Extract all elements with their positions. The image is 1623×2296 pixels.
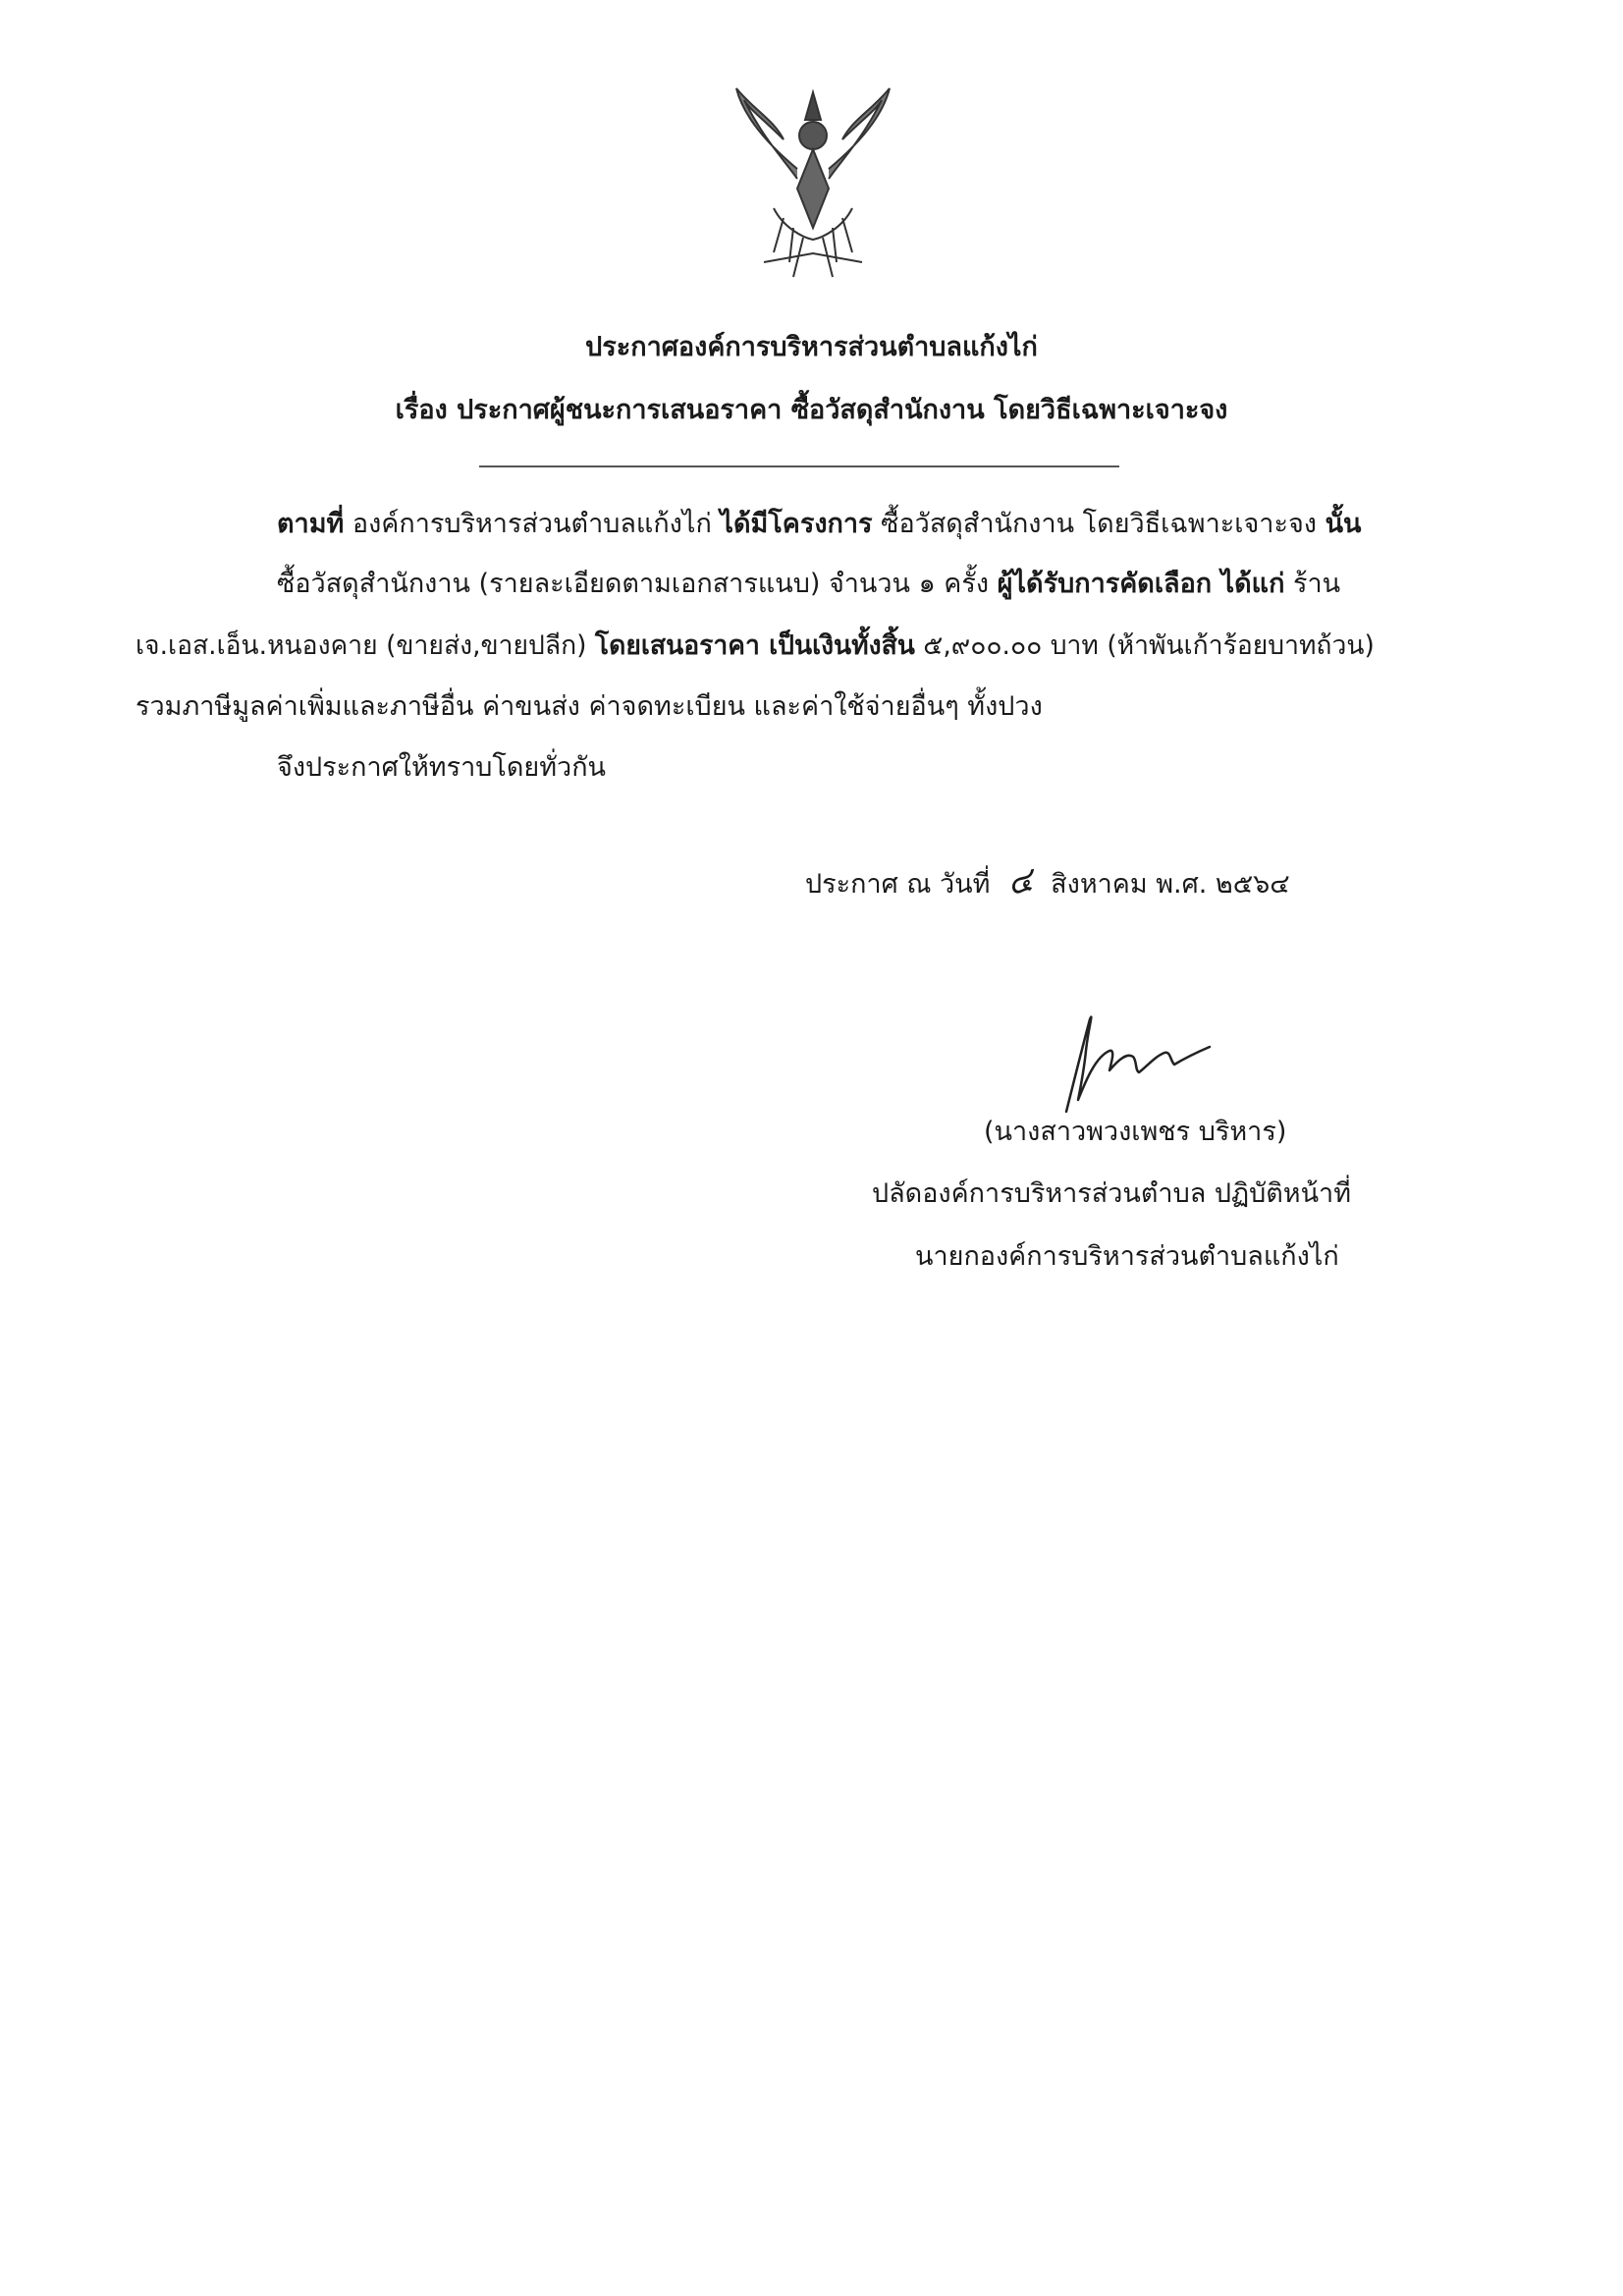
body-line-4 xyxy=(135,689,1043,725)
body-text: ร้าน xyxy=(1284,569,1341,599)
body-text: โดยเสนอราคา เป็นเงินทั้งสิ้น xyxy=(594,630,915,661)
body-text: นั้น xyxy=(1325,509,1362,539)
body-text: รวมภาษีมูลค่าเพิ่มและภาษีอื่น ค่าขนส่ง ค่าจดทะเบียน และค่าใช้จ่ายอื่นๆ ทั้งปวง xyxy=(135,691,1043,722)
body-text: จึงประกาศให้ทราบโดยทั่วกัน xyxy=(277,752,606,783)
signatory-name: (นางสาวพวงเพชร บริหาร) xyxy=(984,1117,1287,1147)
body-text: ได้มีโครงการ xyxy=(720,509,873,539)
date-month-year: สิงหาคม พ.ศ. ๒๕๖๔ xyxy=(1051,869,1290,900)
title-separator xyxy=(479,465,1119,467)
body-text: ซื้อวัสดุสำนักงาน (รายละเอียดตามเอกสารแนบ) จำนวน ๑ ครั้ง xyxy=(277,569,998,599)
announcement-date xyxy=(805,859,1290,904)
body-text: องค์การบริหารส่วนตำบลแก้งไก่ xyxy=(344,509,721,539)
body-line-1 xyxy=(277,507,1361,542)
body-text: ซื้อวัสดุสำนักงาน โดยวิธีเฉพาะเจาะจง xyxy=(872,509,1325,539)
announcement-subject: เรื่อง ประกาศผู้ชนะการเสนอราคา ซื้อวัสดุสำนักงาน โดยวิธีเฉพาะเจาะจง xyxy=(395,395,1228,425)
date-prefix: ประกาศ ณ วันที่ xyxy=(805,869,991,900)
body-line-5 xyxy=(277,750,606,786)
date-day: ๔ xyxy=(1003,859,1038,904)
body-text: เจ.เอส.เอ็น.หนองคาย (ขายส่ง,ขายปลีก) xyxy=(135,630,595,661)
signatory-position-1: ปลัดองค์การบริหารส่วนตำบล ปฏิบัติหน้าที่ xyxy=(872,1178,1352,1209)
handwritten-signature-icon xyxy=(1041,1002,1217,1120)
body-line-2 xyxy=(277,567,1340,602)
body-line-3 xyxy=(135,629,1375,664)
signatory-position-2: นายกองค์การบริหารส่วนตำบลแก้งไก่ xyxy=(915,1241,1339,1272)
body-text: ผู้ได้รับการคัดเลือก ได้แก่ xyxy=(997,569,1285,599)
body-text: ตามที่ xyxy=(277,509,345,539)
body-text: ๕,๙๐๐.๐๐ บาท (ห้าพันเก้าร้อยบาทถ้วน) xyxy=(914,630,1375,661)
garuda-emblem-icon xyxy=(715,81,911,287)
announcement-title: ประกาศองค์การบริหารส่วนตำบลแก้งไก่ xyxy=(585,332,1038,362)
